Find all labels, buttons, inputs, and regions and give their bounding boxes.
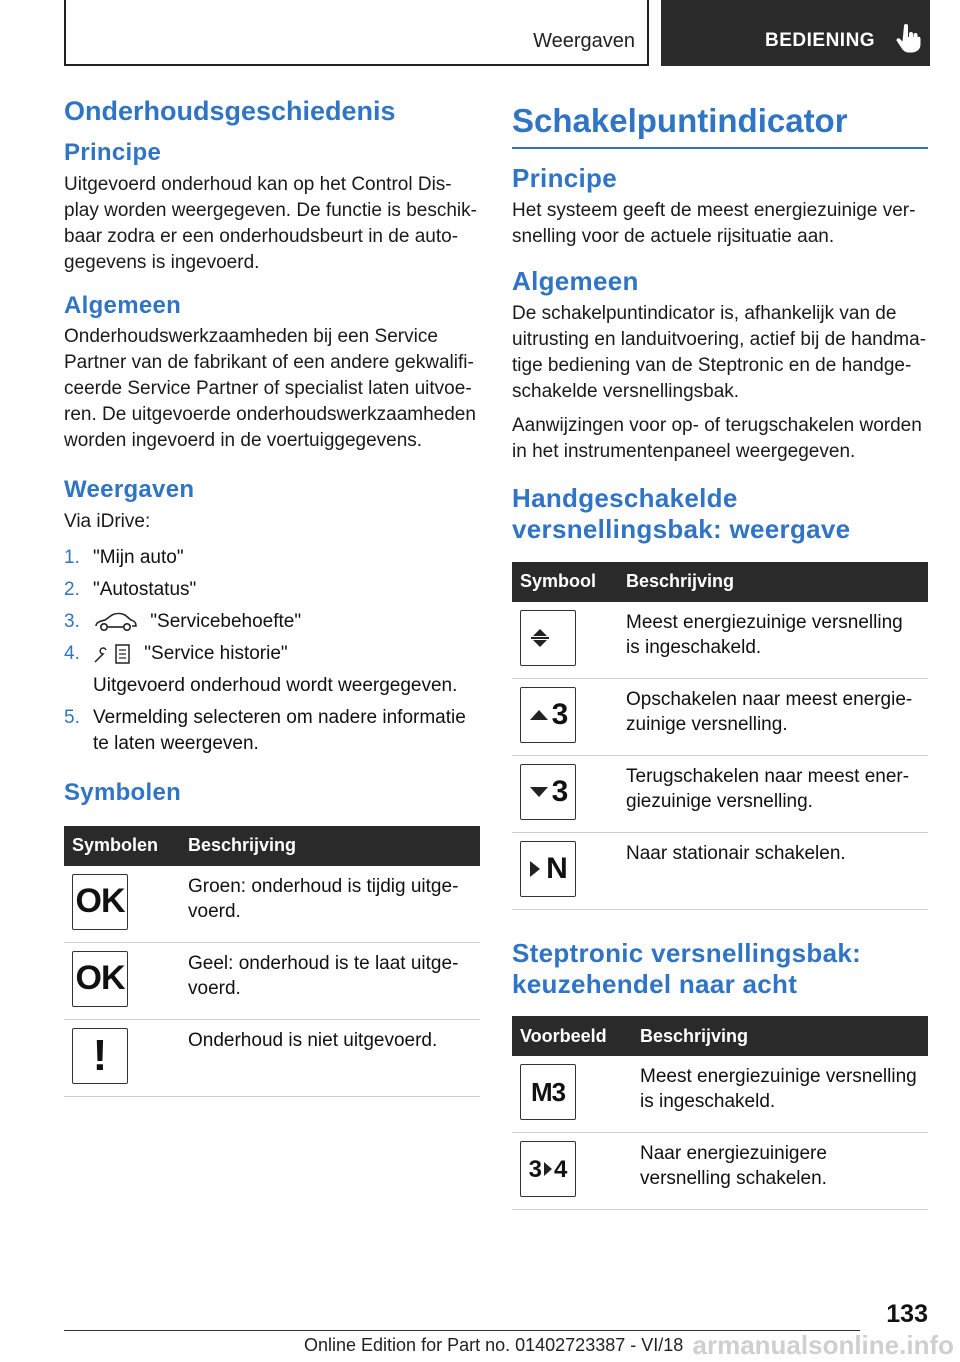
table-header: Symbolen: [64, 826, 180, 866]
table-header: Beschrijving: [180, 826, 480, 866]
step-text: Vermelding selecteren om nadere informatie te laten weergeven.: [93, 707, 466, 755]
step-subtext: Uitgevoerd onderhoud wordt weergegeven.: [93, 675, 458, 697]
step-number: 4.: [64, 643, 80, 665]
page-header: [64, 0, 930, 66]
left-algemeen-text: Onderhoudswerkzaamheden bij een Service Partner van de fabrikant of een andere gekwalificeerde Service Partner of specialist laten uitvoeren. De uitgevoerde onderhoudswerkzaamheden worden ingevoerd in de voertuiggegevens.: [64, 326, 476, 452]
exclamation-icon: !: [72, 1028, 128, 1084]
hand-table: [512, 562, 928, 910]
right-principe-heading: Principe: [512, 162, 617, 193]
list-item: [64, 641, 480, 699]
service-history-icon: [93, 642, 133, 666]
section-name: Weergaven: [533, 30, 635, 52]
pointing-hand-icon: [895, 24, 921, 54]
left-title: Onderhoudsgeschiedenis: [64, 96, 396, 126]
table-header: Symbool: [512, 562, 618, 602]
m3-icon: M3: [520, 1064, 576, 1120]
step-number: 5.: [64, 707, 80, 729]
upshift-icon: 3: [520, 687, 576, 743]
list-item: [64, 545, 480, 571]
table-cell: Opschakelen naar meest energiezuinige versnelling.: [618, 678, 928, 755]
table-header: Beschrijving: [632, 1016, 928, 1056]
left-principe-text: Uitgevoerd onderhoud kan op het Control Display worden weergegeven. De functie is beschikbaar zodra er een onderhoudsbeurt in de autogegevens is ingevoerd.: [64, 173, 477, 273]
table-cell: Naar energiezuinigere versnelling schakelen.: [632, 1133, 928, 1210]
symbolen-table: [64, 826, 480, 1097]
symbolen-heading: Symbolen: [64, 779, 182, 807]
step-text: "Servicebehoefte": [150, 611, 302, 633]
weergaven-intro: Via iDrive:: [64, 511, 151, 533]
right-principe-text: Het systeem geeft de meest energiezuinige versnelling voor de actuele rijsituatie aan.: [512, 200, 916, 248]
section-tab: [64, 0, 649, 66]
table-row: [64, 866, 480, 943]
list-item: [64, 609, 480, 635]
chapter-name: BEDIENING: [765, 30, 876, 51]
left-column: [64, 95, 480, 1097]
page-number: 133: [886, 1300, 928, 1328]
step-number: 1.: [64, 547, 80, 569]
table-cell: Meest energiezuinige versnelling is ingeschakeld.: [618, 602, 928, 679]
steps-list: [64, 545, 480, 757]
downshift-icon: 3: [520, 764, 576, 820]
right-title: Schakelpuntindicator: [512, 100, 928, 149]
table-row: [64, 1019, 480, 1096]
table-row: [512, 678, 928, 755]
chapter-tab: [661, 0, 930, 66]
ok-green-icon: OK: [72, 874, 128, 930]
table-cell: Naar stationair schakelen.: [618, 832, 928, 909]
edition-text: Online Edition for Part no. 01402723387 - VI/18: [304, 1335, 684, 1355]
watermark: armanualsonline.info: [692, 1330, 954, 1360]
car-service-icon: [93, 611, 139, 633]
gear-optimal-icon: [520, 610, 576, 666]
step-text: "Autostatus": [93, 579, 197, 601]
neutral-icon: N: [520, 841, 576, 897]
table-cell: Terugschakelen naar meest energiezuinige versnelling.: [618, 755, 928, 832]
left-algemeen-heading: Algemeen: [64, 291, 182, 319]
step-text: "Mijn auto": [93, 547, 184, 569]
shift-3-to-4-icon: 3 4: [520, 1141, 576, 1197]
right-algemeen-text-1: De schakelpuntindicator is, afhankelijk van de uitrusting en landuitvoering, actief bij de handmatige bediening van de Steptronic en de handgeschakelde versnellingsbak.: [512, 303, 927, 403]
table-row: [64, 942, 480, 1019]
list-item: [64, 577, 480, 603]
table-cell: Meest energiezuinige versnelling is ingeschakeld.: [632, 1056, 928, 1133]
weergaven-heading: Weergaven: [64, 476, 195, 504]
table-cell: Onderhoud is niet uitgevoerd.: [180, 1019, 480, 1096]
table-row: [512, 1056, 928, 1133]
table-header: Voorbeeld: [512, 1016, 632, 1056]
step-number: 3.: [64, 611, 80, 633]
right-algemeen-text-2: Aanwijzingen voor op- of terugschakelen worden in het instrumentenpaneel weergegeven.: [512, 415, 922, 463]
step-text: "Service historie": [144, 643, 288, 665]
step-number: 2.: [64, 579, 80, 601]
table-row: [512, 1133, 928, 1210]
table-cell: Geel: onderhoud is te laat uitgevoerd.: [180, 942, 480, 1019]
table-header: Beschrijving: [618, 562, 928, 602]
hand-heading: Handgeschakelde versnellingsbak: weergave: [512, 483, 851, 545]
steptronic-table: [512, 1016, 928, 1210]
list-item: [64, 705, 480, 757]
right-column: [512, 100, 928, 1210]
table-row: [512, 602, 928, 679]
table-row: [512, 832, 928, 909]
table-row: [512, 755, 928, 832]
left-principe-heading: Principe: [64, 138, 162, 166]
table-cell: Groen: onderhoud is tijdig uitgevoerd.: [180, 866, 480, 943]
right-algemeen-heading: Algemeen: [512, 266, 639, 297]
steptronic-heading: Steptronic versnellingsbak: keuzehendel naar acht: [512, 937, 862, 999]
ok-yellow-icon: OK: [72, 951, 128, 1007]
